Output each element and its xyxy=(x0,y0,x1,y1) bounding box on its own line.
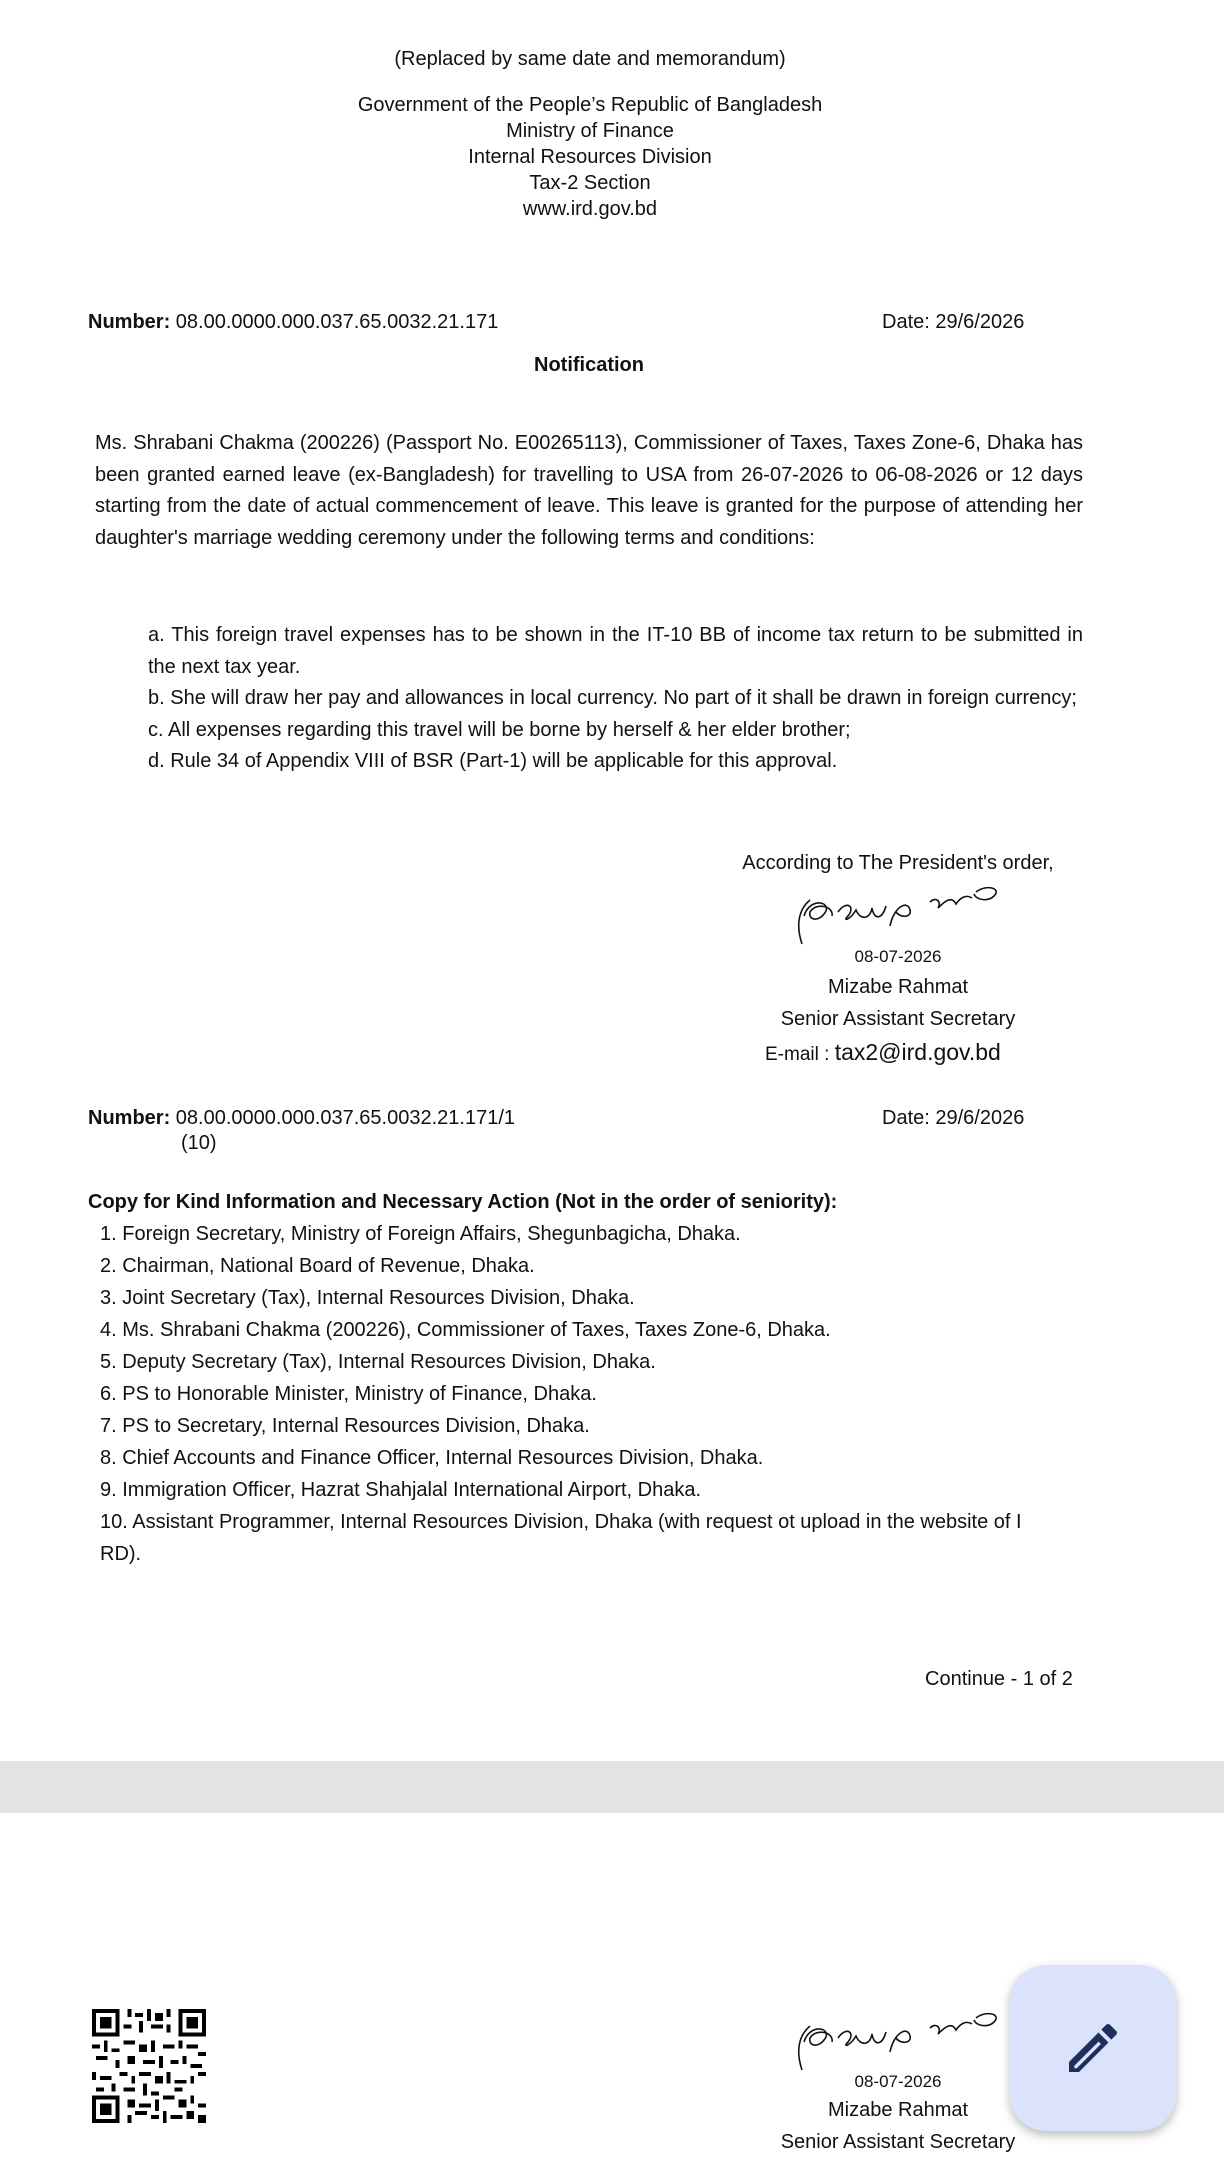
division-name: Internal Resources Division xyxy=(468,146,712,168)
signature-date: 08-07-2026 xyxy=(854,2072,942,2091)
ministry-name: Ministry of Finance xyxy=(506,120,674,142)
list-item: 10. Assistant Programmer, Internal Resources Division, Dhaka (with request ot upload in the website of I xyxy=(100,1511,1022,1533)
list-item: 6. PS to Honorable Minister, Ministry of Finance, Dhaka. xyxy=(100,1383,597,1405)
list-item: 1. Foreign Secretary, Ministry of Foreign Affairs, Shegunbagicha, Dhaka. xyxy=(100,1223,741,1245)
memo-number-line-2 xyxy=(88,1105,515,1131)
copy-recipient-list xyxy=(100,1218,1100,1570)
email-line xyxy=(765,1038,1001,1069)
conditions-list xyxy=(148,620,1083,778)
signatory-designation: Senior Assistant Secretary xyxy=(780,2131,1016,2153)
condition-item: b. She will draw her pay and allowances in local currency. No part of it shall be drawn in foreign currency; xyxy=(148,687,1077,709)
president-order-text: According to The President's order, xyxy=(742,852,1054,874)
qr-code-icon xyxy=(92,2009,206,2123)
edit-button[interactable] xyxy=(1010,1965,1176,2131)
signatory-name: Mizabe Rahmat xyxy=(827,2099,969,2121)
page-separator xyxy=(0,1761,1224,1813)
handwritten-signature-icon xyxy=(790,2002,1000,2074)
government-name: Government of the People’s Republic of Bangladesh xyxy=(357,94,823,116)
pencil-icon xyxy=(1061,2016,1125,2080)
section-name: Tax-2 Section xyxy=(529,172,651,194)
email-address[interactable]: tax2@ird.gov.bd xyxy=(834,1039,1001,1065)
email-label: E-mail : xyxy=(765,1044,830,1065)
list-item: 7. PS to Secretary, Internal Resources Division, Dhaka. xyxy=(100,1415,590,1437)
memo-number: 08.00.0000.000.037.65.0032.21.171/1 xyxy=(175,1107,516,1129)
list-item: 9. Immigration Officer, Hazrat Shahjalal International Airport, Dhaka. xyxy=(100,1479,702,1501)
memo-sub-number: (10) xyxy=(181,1132,217,1154)
signatory-name: Mizabe Rahmat xyxy=(827,976,969,998)
continue-page-indicator: Continue - 1 of 2 xyxy=(925,1668,1073,1690)
list-item: 5. Deputy Secretary (Tax), Internal Resources Division, Dhaka. xyxy=(100,1351,656,1373)
memo-number: 08.00.0000.000.037.65.0032.21.171 xyxy=(175,311,499,333)
letterhead xyxy=(0,92,1180,222)
list-item: 4. Ms. Shrabani Chakma (200226), Commissioner of Taxes, Taxes Zone-6, Dhaka. xyxy=(100,1319,831,1341)
number-label: Number: xyxy=(88,311,171,333)
memo-date: Date: 29/6/2026 xyxy=(882,1107,1025,1129)
notification-title: Notification xyxy=(534,354,644,376)
condition-item: a. This foreign travel expenses has to be shown in the IT-10 BB of income tax return to be submitted in the next tax year. xyxy=(148,624,1083,678)
notification-body: Ms. Shrabani Chakma (200226) (Passport No. E00265113), Commissioner of Taxes, Taxes Zone-6, Dhaka has been granted earned leave (ex-Bangladesh) for travelling to USA from 26-07-2026 to 06-08-2026 or 12 days starting from the date of actual commencement of leave. This leave is granted for the purpose of attending her daughter's marriage wedding ceremony under the following terms and conditions: xyxy=(95,432,1083,549)
list-item: 3. Joint Secretary (Tax), Internal Resources Division, Dhaka. xyxy=(100,1287,635,1309)
list-item: 8. Chief Accounts and Finance Officer, Internal Resources Division, Dhaka. xyxy=(100,1447,764,1469)
condition-item: c. All expenses regarding this travel will be borne by herself & her elder brother; xyxy=(148,718,851,741)
condition-item: d. Rule 34 of Appendix VIII of BSR (Part-1) will be applicable for this approval. xyxy=(148,750,838,772)
signatory-designation: Senior Assistant Secretary xyxy=(780,1008,1016,1030)
handwritten-signature-icon xyxy=(790,876,1000,948)
signature-date: 08-07-2026 xyxy=(854,947,942,966)
memo-date: Date: 29/6/2026 xyxy=(882,311,1025,333)
list-item: RD). xyxy=(100,1543,142,1565)
memo-number-line xyxy=(88,309,498,335)
replaced-note: (Replaced by same date and memorandum) xyxy=(394,48,786,70)
website-link[interactable]: www.ird.gov.bd xyxy=(522,198,658,220)
copy-heading: Copy for Kind Information and Necessary Action (Not in the order of seniority): xyxy=(88,1191,838,1213)
number-label: Number: xyxy=(88,1107,171,1129)
list-item: 2. Chairman, National Board of Revenue, Dhaka. xyxy=(100,1255,535,1277)
